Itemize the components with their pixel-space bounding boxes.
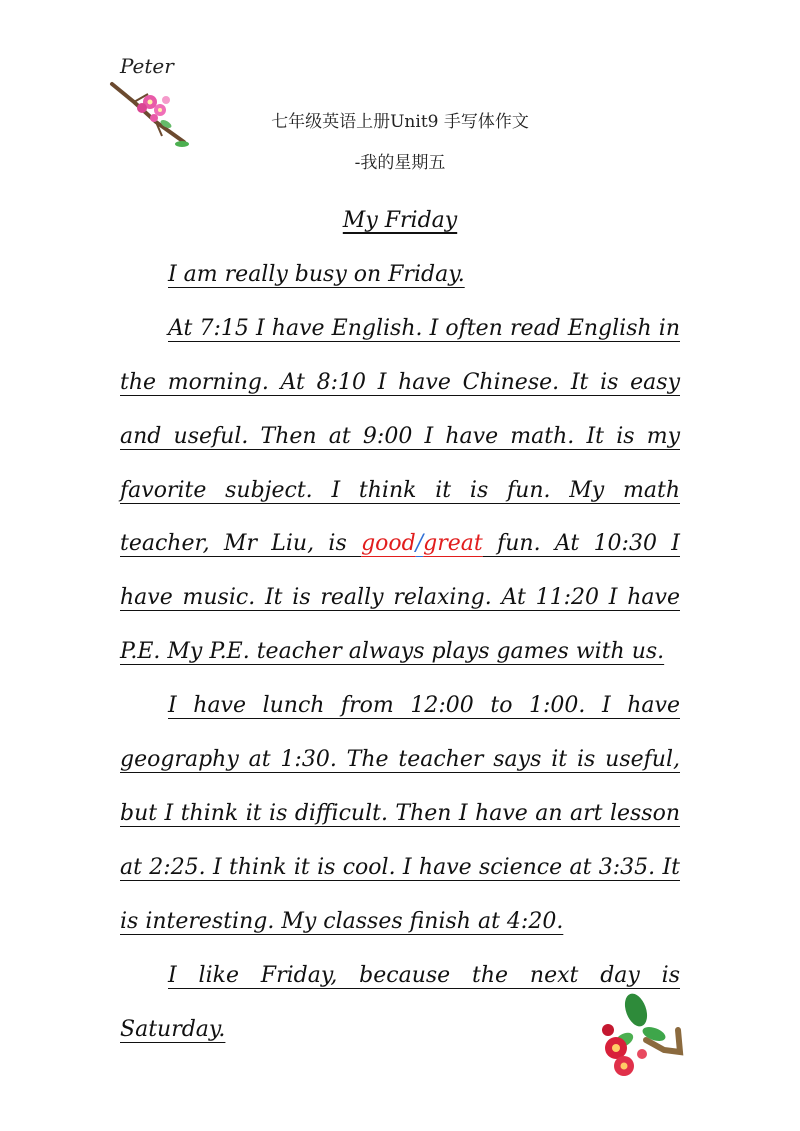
essay-title: My Friday bbox=[342, 208, 458, 233]
logo-text: Peter bbox=[120, 54, 174, 78]
essay-paragraph-2: At 7:15 I have English. I often read English in the morning. At 8:10 I have Chinese. It is easy and useful. Then at 9:00 I have math. It is my favorite subject. I think it is fun. My math teacher, Mr Liu, is good/great fun. At 10:30 I have music. It is really relaxing. At 11:20 I have P.E. My P.E. teacher always plays games with us. bbox=[120, 315, 680, 665]
peter-logo bbox=[104, 44, 194, 154]
page-subtitle: -我的星期五 bbox=[354, 153, 446, 173]
highlight-separator: / bbox=[415, 531, 424, 557]
essay-intro: I am really busy on Friday. bbox=[168, 261, 465, 287]
essay-paragraph-3: I have lunch from 12:00 to 1:00. I have geography at 1:30. The teacher says it is useful, but I think it is difficult. Then I have an art lesson at 2:25. I think it is cool. I have science at 3:35. It is interesting. My classes finish at 4:20. bbox=[120, 693, 680, 934]
highlight-great: great bbox=[423, 531, 483, 557]
plum-blossom-branch-icon bbox=[104, 44, 194, 154]
page-title: 七年级英语上册Unit9 手写体作文 bbox=[271, 112, 529, 132]
red-flower-branch bbox=[594, 990, 686, 1090]
red-flower-branch-icon bbox=[594, 990, 686, 1090]
essay-body bbox=[120, 194, 680, 1057]
essay-paragraph-4: I like Friday, because the next day is Saturday. bbox=[120, 962, 680, 1042]
highlight-good: good bbox=[361, 531, 416, 557]
